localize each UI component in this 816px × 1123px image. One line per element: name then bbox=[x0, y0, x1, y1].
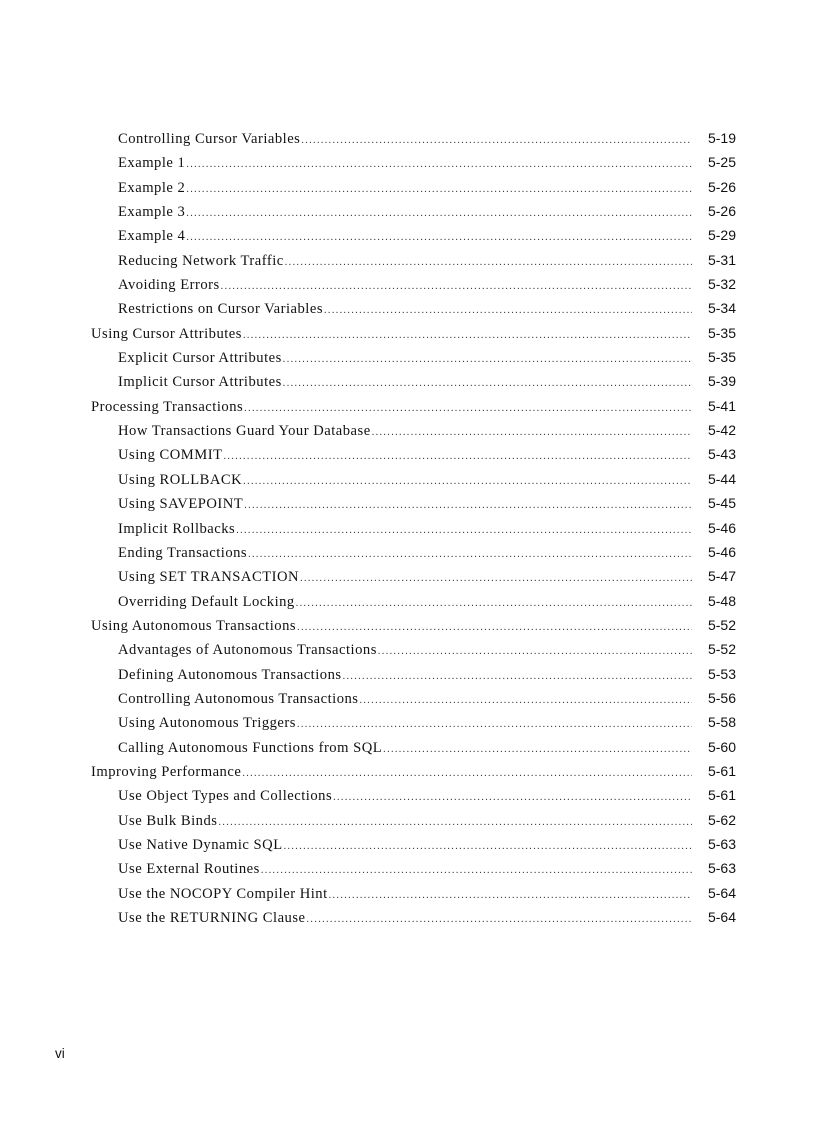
dot-leader bbox=[244, 403, 692, 414]
toc-entry[interactable] bbox=[91, 471, 736, 495]
dot-leader bbox=[378, 646, 692, 657]
toc-entry[interactable] bbox=[91, 909, 736, 933]
dot-leader bbox=[297, 719, 692, 730]
toc-entry-title: Use the NOCOPY Compiler Hint bbox=[118, 885, 328, 902]
dot-leader bbox=[284, 841, 692, 852]
toc-entry-page: 5-34 bbox=[707, 300, 736, 317]
toc-entry[interactable] bbox=[91, 446, 736, 470]
toc-entry-page: 5-42 bbox=[707, 422, 736, 439]
dot-leader bbox=[186, 232, 692, 243]
dot-leader bbox=[383, 744, 692, 755]
dot-leader bbox=[283, 354, 692, 365]
toc-entry[interactable] bbox=[91, 325, 736, 349]
toc-entry-title: Implicit Cursor Attributes bbox=[118, 374, 282, 391]
toc-entry-title: Use the RETURNING Clause bbox=[118, 910, 306, 926]
toc-entry[interactable] bbox=[91, 203, 736, 227]
toc-entry-title: Using Cursor Attributes bbox=[91, 325, 242, 342]
toc-entry-title: Restrictions on Cursor Variables bbox=[118, 301, 324, 318]
toc-entry-page: 5-61 bbox=[707, 762, 736, 779]
dot-leader bbox=[248, 549, 692, 560]
toc-entry-title: Example 2 bbox=[118, 179, 186, 196]
toc-entry-title: Using SET TRANSACTION bbox=[118, 569, 300, 586]
toc-entry-page: 5-41 bbox=[707, 397, 736, 414]
dot-leader bbox=[329, 890, 692, 901]
dot-leader bbox=[307, 914, 692, 925]
toc-entry[interactable] bbox=[91, 641, 736, 665]
toc-entry[interactable] bbox=[91, 836, 736, 860]
toc-entry-page: 5-35 bbox=[707, 349, 736, 366]
toc-entry[interactable] bbox=[91, 593, 736, 617]
page-number: vi bbox=[55, 1046, 65, 1061]
toc-entry-title: Using Autonomous Triggers bbox=[118, 715, 296, 732]
toc-entry[interactable] bbox=[91, 739, 736, 763]
toc-entry-page: 5-60 bbox=[707, 738, 736, 755]
toc-entry-page: 5-47 bbox=[707, 568, 736, 585]
toc-entry-page: 5-26 bbox=[707, 203, 736, 220]
toc-entry-page: 5-63 bbox=[707, 860, 736, 877]
dot-leader bbox=[296, 598, 692, 609]
dot-leader bbox=[297, 622, 692, 633]
toc-entry-title: Processing Transactions bbox=[91, 398, 244, 415]
toc-entry-title: Controlling Cursor Variables bbox=[118, 131, 301, 147]
toc-entry-page: 5-52 bbox=[707, 616, 736, 633]
toc-entry-title: Example 4 bbox=[118, 228, 186, 245]
toc-entry-page: 5-26 bbox=[707, 178, 736, 195]
toc-entry-page: 5-58 bbox=[707, 714, 736, 731]
dot-leader bbox=[372, 427, 692, 438]
toc-entry-title: Controlling Autonomous Transactions bbox=[118, 690, 359, 707]
toc-entry-page: 5-64 bbox=[707, 884, 736, 901]
dot-leader bbox=[221, 281, 692, 292]
toc-entry-page: 5-63 bbox=[707, 835, 736, 852]
toc-entry-page: 5-32 bbox=[707, 276, 736, 293]
dot-leader bbox=[242, 768, 692, 779]
toc-entry-title: Implicit Rollbacks bbox=[118, 520, 236, 537]
toc-entry-title: Reducing Network Traffic bbox=[118, 252, 284, 269]
toc-entry-page: 5-35 bbox=[707, 324, 736, 341]
toc-entry-title: Explicit Cursor Attributes bbox=[118, 350, 282, 367]
dot-leader bbox=[186, 208, 692, 219]
toc-entry-title: Use External Routines bbox=[118, 861, 260, 878]
toc-entry[interactable] bbox=[91, 227, 736, 251]
toc-entry-page: 5-29 bbox=[707, 227, 736, 244]
dot-leader bbox=[218, 817, 692, 828]
toc-entry-page: 5-45 bbox=[707, 495, 736, 512]
toc-entry-page: 5-31 bbox=[707, 251, 736, 268]
dot-leader bbox=[261, 865, 692, 876]
toc-entry-page: 5-61 bbox=[707, 787, 736, 804]
toc-entry-page: 5-46 bbox=[707, 519, 736, 536]
toc-entry-page: 5-56 bbox=[707, 689, 736, 706]
toc-entry-page: 5-64 bbox=[707, 909, 736, 925]
toc-entry-title: Using ROLLBACK bbox=[118, 471, 243, 488]
toc-entry-page: 5-39 bbox=[707, 373, 736, 390]
dot-leader bbox=[324, 305, 692, 316]
toc-entry-title: Improving Performance bbox=[91, 763, 242, 780]
toc-entry[interactable] bbox=[91, 860, 736, 884]
toc-entry-page: 5-44 bbox=[707, 470, 736, 487]
toc-entry-title: Example 3 bbox=[118, 204, 186, 221]
dot-leader bbox=[285, 257, 692, 268]
toc-entry[interactable] bbox=[91, 130, 736, 154]
toc-entry[interactable] bbox=[91, 885, 736, 909]
toc-entry-page: 5-48 bbox=[707, 592, 736, 609]
toc-entry-title: Using COMMIT bbox=[118, 447, 223, 464]
dot-leader bbox=[224, 451, 692, 462]
dot-leader bbox=[186, 184, 692, 195]
toc-entry-page: 5-43 bbox=[707, 446, 736, 463]
toc-entry[interactable] bbox=[91, 666, 736, 690]
dot-leader bbox=[244, 500, 692, 511]
toc-entry[interactable] bbox=[91, 617, 736, 641]
toc-entry[interactable] bbox=[91, 398, 736, 422]
table-of-contents bbox=[91, 130, 736, 933]
toc-entry-title: Use Native Dynamic SQL bbox=[118, 836, 283, 853]
toc-entry[interactable] bbox=[91, 495, 736, 519]
dot-leader bbox=[243, 476, 692, 487]
toc-entry[interactable] bbox=[91, 568, 736, 592]
dot-leader bbox=[283, 378, 692, 389]
toc-entry[interactable] bbox=[91, 690, 736, 714]
toc-entry[interactable] bbox=[91, 300, 736, 324]
toc-entry-title: How Transactions Guard Your Database bbox=[118, 423, 371, 440]
toc-entry-title: Using Autonomous Transactions bbox=[91, 617, 297, 634]
dot-leader bbox=[343, 671, 692, 682]
toc-entry-title: Example 1 bbox=[118, 155, 186, 172]
toc-entry-title: Advantages of Autonomous Transactions bbox=[118, 642, 377, 659]
toc-entry-page: 5-52 bbox=[707, 641, 736, 658]
toc-entry-title: Avoiding Errors bbox=[118, 277, 220, 294]
toc-entry-title: Use Object Types and Collections bbox=[118, 788, 333, 805]
toc-entry[interactable] bbox=[91, 179, 736, 203]
toc-entry[interactable] bbox=[91, 276, 736, 300]
dot-leader bbox=[300, 573, 692, 584]
toc-entry[interactable] bbox=[91, 520, 736, 544]
toc-entry[interactable] bbox=[91, 787, 736, 811]
toc-entry-page: 5-46 bbox=[707, 543, 736, 560]
dot-leader bbox=[333, 792, 692, 803]
toc-entry[interactable] bbox=[91, 763, 736, 787]
toc-entry[interactable] bbox=[91, 812, 736, 836]
toc-entry-page: 5-25 bbox=[707, 154, 736, 171]
toc-entry-title: Calling Autonomous Functions from SQL bbox=[118, 739, 383, 756]
toc-entry-title: Ending Transactions bbox=[118, 544, 248, 561]
dot-leader bbox=[243, 330, 692, 341]
toc-entry-title: Use Bulk Binds bbox=[118, 812, 218, 829]
dot-leader bbox=[301, 135, 692, 146]
toc-entry[interactable] bbox=[91, 154, 736, 178]
toc-entry-title: Using SAVEPOINT bbox=[118, 496, 244, 513]
toc-entry[interactable] bbox=[91, 349, 736, 373]
toc-entry-page: 5-62 bbox=[707, 811, 736, 828]
toc-entry[interactable] bbox=[91, 252, 736, 276]
toc-entry-page: 5-19 bbox=[707, 130, 736, 146]
dot-leader bbox=[236, 525, 692, 536]
toc-entry[interactable] bbox=[91, 714, 736, 738]
toc-entry[interactable] bbox=[91, 373, 736, 397]
toc-entry-title: Defining Autonomous Transactions bbox=[118, 666, 342, 683]
dot-leader bbox=[186, 159, 692, 170]
toc-entry-title: Overriding Default Locking bbox=[118, 593, 295, 610]
toc-entry[interactable] bbox=[91, 422, 736, 446]
dot-leader bbox=[359, 695, 692, 706]
toc-entry-page: 5-53 bbox=[707, 665, 736, 682]
toc-entry[interactable] bbox=[91, 544, 736, 568]
